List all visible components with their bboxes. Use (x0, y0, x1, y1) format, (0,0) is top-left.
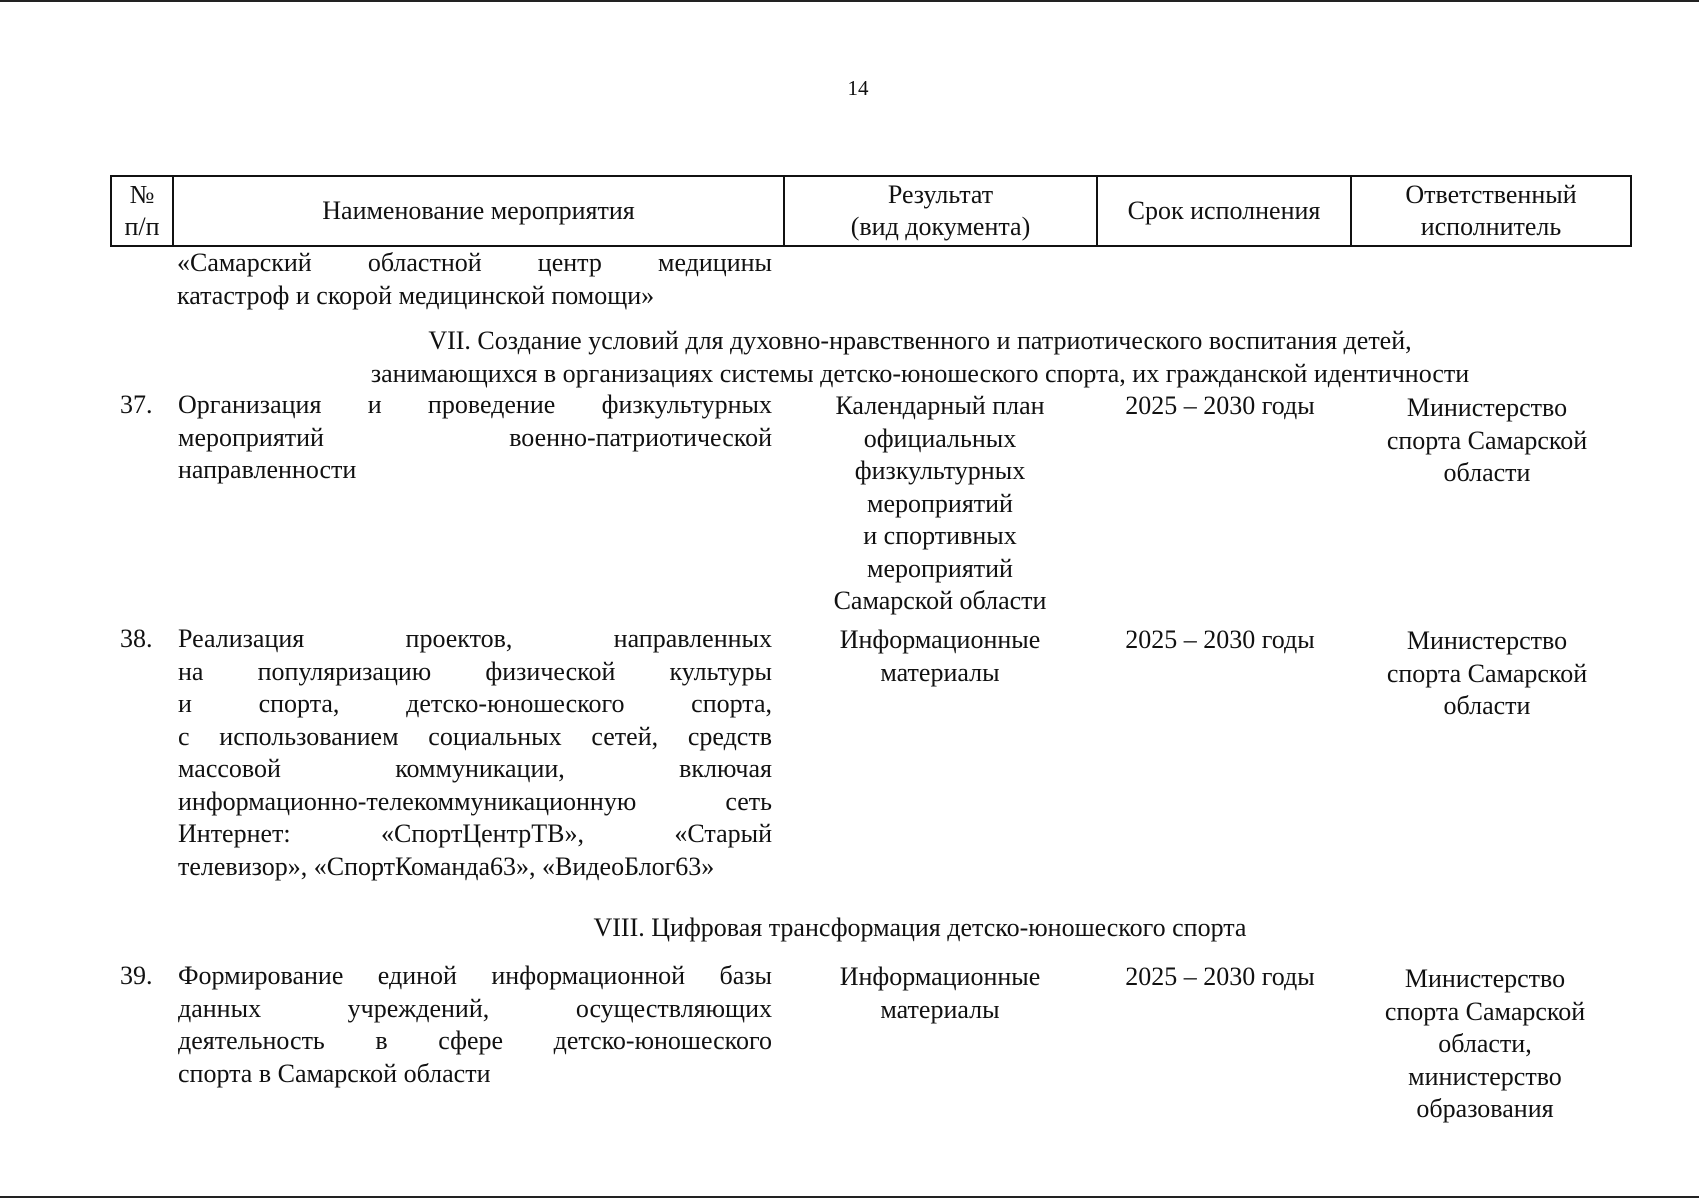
text-line: телевизор», «СпортКоманда63», «ВидеоБлог63» (178, 851, 715, 881)
header-cell-responsible: Ответственный исполнитель (1405, 180, 1577, 241)
text-line: Министерство (1406, 393, 1568, 422)
text-line: с использованием социальных сетей, средств (178, 721, 772, 751)
table-header (110, 175, 1632, 247)
continuation-text (177, 247, 772, 312)
row-result (790, 961, 1090, 1026)
text-line: массовой коммуникации, включая (178, 754, 772, 783)
header-cell-name: Наименование мероприятия (174, 177, 785, 245)
section-title-line: VII. Создание условий для духовно-нравственного и патриотического воспитания детей, (428, 326, 1412, 355)
row-name (178, 389, 772, 487)
text-line: данных учреждений, осуществляющих (178, 993, 772, 1023)
row-term: 2025 – 2030 годы (1125, 625, 1315, 654)
text-line: спорта в Самарской области (178, 1058, 491, 1088)
text-line: на популяризацию физической культуры (178, 656, 772, 686)
text-line: катастроф и скорой медицинской помощи» (177, 280, 655, 310)
text-line: Календарный план (835, 391, 1045, 420)
text-line: и спорта, детско-юношеского спорта, (178, 689, 772, 718)
row-responsible (1357, 625, 1617, 723)
text-line: спорта Самарской (1386, 658, 1588, 688)
section-title-line: VIII. Цифровая трансформация детско-юношеского спорта (593, 913, 1247, 942)
text-line: деятельность в сфере детско-юношеского (178, 1026, 772, 1055)
text-line: министерство (1408, 1061, 1562, 1091)
text-line: мероприятий (867, 553, 1013, 583)
text-line: области, (1438, 1029, 1532, 1058)
text-line: мероприятий (867, 488, 1013, 518)
header-cell-number: № п/п (112, 177, 174, 245)
page-bottom-border (0, 1196, 1699, 1198)
text-line: информационно-телекоммуникационную сеть (178, 786, 772, 816)
text-line: Самарской области (833, 586, 1047, 615)
page-top-border (0, 0, 1699, 2)
text-line: Организация и проведение физкультурных (178, 390, 772, 419)
text-line: материалы (880, 657, 1000, 687)
row-result (790, 624, 1090, 689)
row-result (790, 390, 1090, 618)
section-title-viii (150, 911, 1690, 944)
text-line: Министерство (1406, 626, 1568, 655)
section-title-vii (150, 324, 1690, 390)
row-number: 39. (120, 961, 153, 990)
text-line: области (1443, 691, 1531, 720)
row-term: 2025 – 2030 годы (1125, 391, 1315, 420)
section-title-line: занимающихся в организациях системы детско-юношеского спорта, их гражданской идентичности (370, 359, 1470, 388)
row-responsible (1355, 963, 1615, 1126)
text-line: Интернет: «СпортЦентрТВ», «Старый (178, 819, 772, 848)
text-line: спорта Самарской (1384, 996, 1586, 1026)
row-term: 2025 – 2030 годы (1125, 962, 1315, 991)
text-line: Формирование единой информационной базы (178, 961, 772, 990)
row-name (178, 623, 772, 883)
text-line: направленности (178, 455, 357, 484)
page-number: 14 (847, 76, 869, 100)
text-line: области (1443, 458, 1531, 487)
row-name (178, 960, 772, 1090)
text-line: Информационные (839, 962, 1041, 991)
text-line: официальных (863, 423, 1017, 453)
header-cell-term: Срок исполнения (1098, 177, 1352, 245)
text-line: спорта Самарской (1386, 425, 1588, 455)
text-line: образования (1416, 1094, 1554, 1123)
header-cell-result: Результат (вид документа) (785, 177, 1098, 245)
row-number: 37. (120, 390, 153, 419)
row-number: 38. (120, 624, 153, 653)
text-line: «Самарский областной центр медицины (177, 248, 772, 277)
text-line: Реализация проектов, направленных (178, 624, 772, 653)
text-line: Информационные (839, 625, 1041, 654)
text-line: и спортивных (863, 521, 1017, 550)
row-responsible (1357, 392, 1617, 490)
text-line: материалы (880, 994, 1000, 1024)
text-line: мероприятий военно-патриотической (178, 422, 772, 452)
text-line: Министерство (1404, 964, 1566, 993)
text-line: физкультурных (854, 456, 1026, 485)
